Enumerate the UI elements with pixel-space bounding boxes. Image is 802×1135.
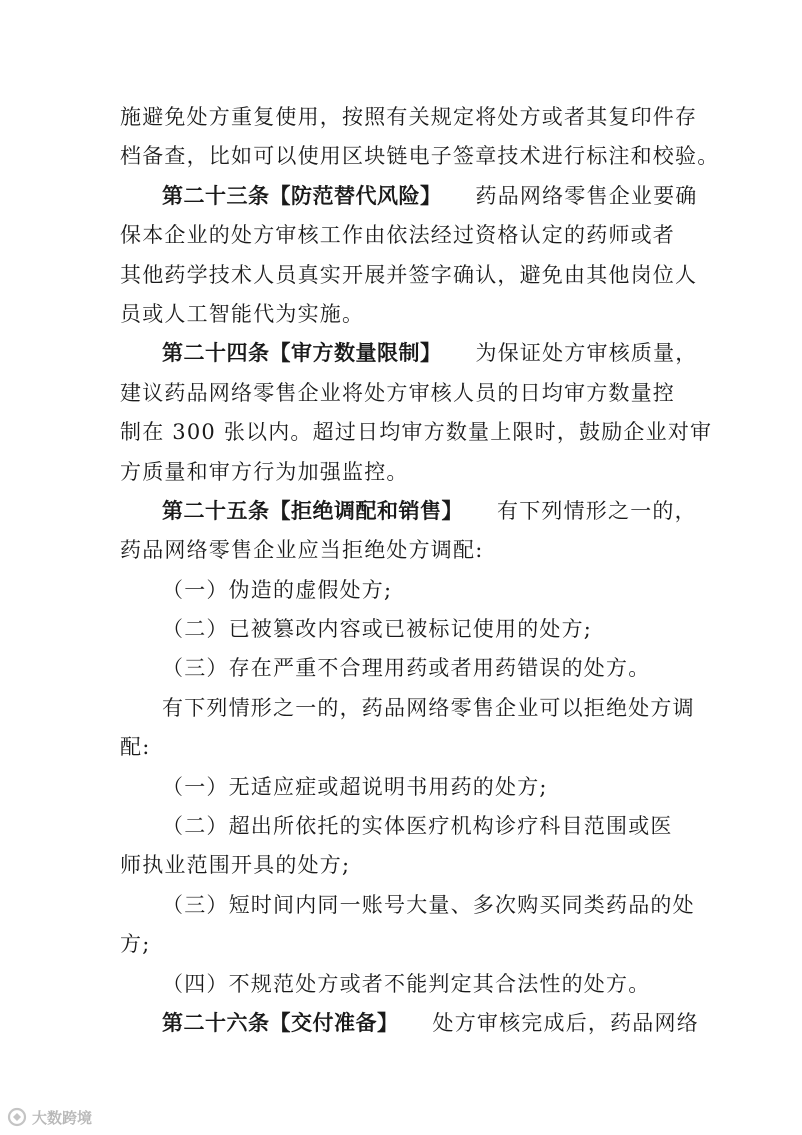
article-24-line-4: 方质量和审方行为加强监控。: [120, 459, 409, 484]
article-23-heading: 第二十三条【防范替代风险】: [162, 183, 442, 208]
article-23-line-1: [120, 177, 698, 216]
may-refuse-intro-line-1: 有下列情形之一的，药品网络零售企业可以拒绝处方调: [162, 695, 695, 720]
article-23-text: 药品网络零售企业要确: [475, 183, 698, 208]
article-25-heading: 第二十五条【拒绝调配和销售】: [162, 498, 463, 523]
article-25-line-2: 药品网络零售企业应当拒绝处方调配:: [120, 538, 484, 563]
may-refuse-item-2-line-1: （二）超出所依托的实体医疗机构诊疗科目范围或医: [162, 814, 673, 839]
must-refuse-item: （二）已被篡改内容或已被标记使用的处方;: [162, 617, 593, 642]
must-refuse-item: （一）伪造的虚假处方;: [162, 577, 393, 602]
brand-logo-icon: [6, 1106, 28, 1128]
intro-line-2: 档备查，比如可以使用区块链电子签章技术进行标注和校验。: [120, 144, 720, 169]
must-refuse-item: （三）存在严重不合理用药或者用药错误的处方。: [162, 656, 651, 681]
watermark: [6, 1104, 92, 1130]
watermark-text: 大数跨境: [32, 1108, 93, 1127]
may-refuse-intro-line-2: 配:: [120, 735, 151, 760]
may-refuse-item-1: （一）无适应症或超说明书用药的处方;: [162, 774, 548, 799]
article-23-line-3: 其他药学技术人员真实开展并签字确认，避免由其他岗位人: [120, 262, 698, 287]
article-24-line-3: 制在 300 张以内。超过日均审方数量上限时，鼓励企业对审: [120, 420, 713, 445]
article-24-text: 为保证处方审核质量，: [475, 341, 698, 366]
article-26-heading: 第二十六条【交付准备】: [162, 1010, 399, 1035]
article-26-line-1: [120, 1004, 699, 1043]
may-refuse-item-3-line-1: （三）短时间内同一账号大量、多次购买同类药品的处: [162, 892, 695, 917]
article-23-line-2: 保本企业的处方审核工作由依法经过资格认定的药师或者: [120, 223, 675, 248]
article-25-line-1: [120, 492, 697, 531]
may-refuse-item-3-line-2: 方;: [120, 932, 151, 957]
may-refuse-item-4: （四）不规范处方或者不能判定其合法性的处方。: [162, 971, 651, 996]
document-page: [120, 98, 720, 1043]
article-23-line-4: 员或人工智能代为实施。: [120, 301, 365, 326]
may-refuse-item-2-line-2: 师执业范围开具的处方;: [120, 853, 351, 878]
article-25-text: 有下列情形之一的，: [497, 498, 697, 523]
article-26-text: 处方审核完成后，药品网络: [432, 1010, 699, 1035]
article-24-heading: 第二十四条【审方数量限制】: [162, 341, 442, 366]
article-24-line-2: 建议药品网络零售企业将处方审核人员的日均审方数量控: [120, 380, 675, 405]
intro-line-1: 施避免处方重复使用，按照有关规定将处方或者其复印件存: [120, 105, 698, 129]
article-24-line-1: [120, 334, 698, 373]
